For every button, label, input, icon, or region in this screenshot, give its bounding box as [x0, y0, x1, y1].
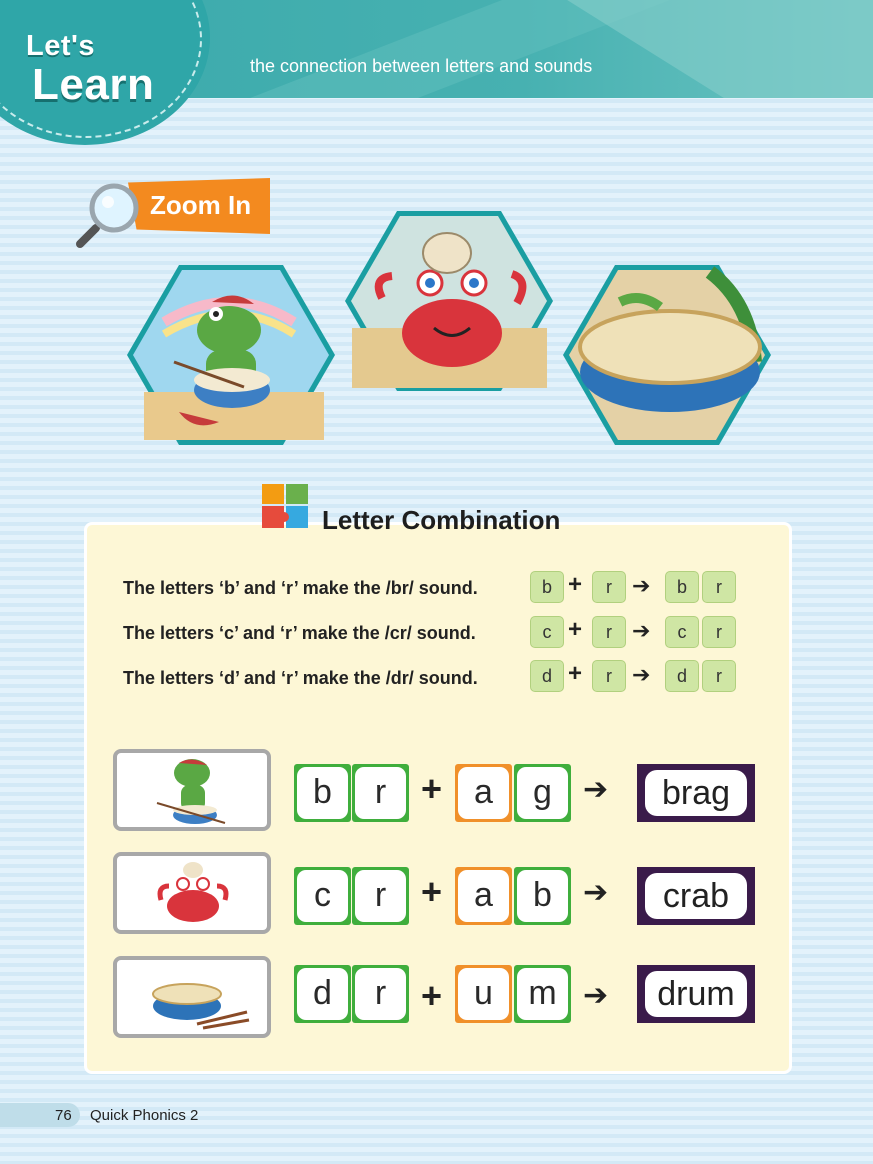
rule-text: The letters ‘b’ and ‘r’ make the /br/ sound.	[123, 578, 478, 598]
letter-tile: b	[294, 764, 351, 822]
rule-text: The letters ‘d’ and ‘r’ make the /dr/ sound.	[123, 668, 478, 688]
badge-title-line1: Let's	[26, 30, 96, 62]
arrow-icon: ➔	[583, 979, 609, 1012]
magnifier-icon	[74, 180, 144, 250]
frog-drummer-image	[124, 262, 338, 448]
letter-tile: a	[455, 764, 512, 822]
letter-chip: r	[702, 660, 736, 692]
letter-chip: r	[702, 571, 736, 603]
page-number: 76	[55, 1107, 72, 1124]
word-result: drum	[637, 965, 755, 1023]
plus-sign: +	[568, 660, 583, 687]
frog-drummer-picture	[117, 753, 267, 827]
drum-closeup-image	[560, 262, 774, 448]
crab-picture	[117, 856, 267, 930]
book-title: Quick Phonics 2	[90, 1107, 199, 1124]
drum-picture	[117, 960, 267, 1034]
picture-card-frog	[113, 749, 271, 831]
plus-sign: +	[421, 768, 443, 809]
letter-tile: r	[352, 867, 409, 925]
letter-tile: b	[514, 867, 571, 925]
letter-chip: c	[530, 616, 564, 648]
letter-chip: b	[530, 571, 564, 603]
word-result: crab	[637, 867, 755, 925]
word-result: brag	[637, 764, 755, 822]
arrow-icon: ➔	[583, 876, 609, 909]
letter-tile: c	[294, 867, 351, 925]
plus-sign: +	[421, 871, 443, 912]
picture-card-drum	[113, 956, 271, 1038]
letter-tile: a	[455, 867, 512, 925]
letter-chip: r	[592, 571, 626, 603]
letter-tile: g	[514, 764, 571, 822]
plus-sign: +	[421, 975, 443, 1016]
letter-chip: c	[665, 616, 699, 648]
letter-tile: u	[455, 965, 512, 1023]
letter-chip: r	[592, 616, 626, 648]
plus-sign: +	[568, 571, 583, 598]
plus-sign: +	[568, 616, 583, 643]
letter-tile: r	[352, 764, 409, 822]
rule-text: The letters ‘c’ and ‘r’ make the /cr/ sound.	[123, 623, 476, 643]
letter-chip: d	[530, 660, 564, 692]
arrow-icon: ➔	[583, 773, 609, 806]
page-subtitle: the connection between letters and sounds	[250, 56, 593, 76]
letter-chip: d	[665, 660, 699, 692]
letter-chip: r	[702, 616, 736, 648]
letter-chip: r	[592, 660, 626, 692]
crab-image	[342, 208, 556, 394]
picture-card-crab	[113, 852, 271, 934]
zoom-in-label: Zoom In	[150, 190, 252, 220]
letter-chip: b	[665, 571, 699, 603]
badge-title-line2: Learn	[32, 60, 155, 109]
arrow-icon: ➔	[632, 618, 651, 643]
puzzle-icon	[258, 484, 314, 540]
arrow-icon: ➔	[632, 662, 651, 687]
letter-combination-title: Letter Combination	[322, 505, 561, 535]
letter-tile: m	[514, 965, 571, 1023]
letter-tile: d	[294, 965, 351, 1023]
arrow-icon: ➔	[632, 573, 651, 598]
letter-tile: r	[352, 965, 409, 1023]
